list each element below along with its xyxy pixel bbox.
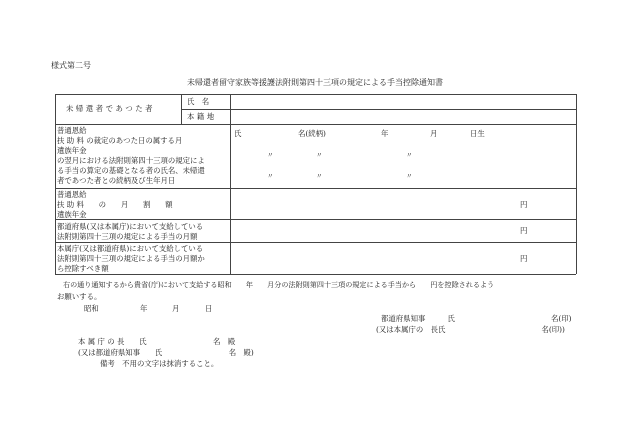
row4-line: 本属庁(又は都道府県)において支給している — [57, 244, 204, 253]
table-divider — [55, 124, 576, 125]
table-border-top — [55, 94, 576, 95]
row2-line: 遺族年金 — [57, 210, 87, 219]
row1-line: 者であつた者との続柄及び生年月日 — [57, 176, 176, 185]
governor-signature-line: 都道府県知事 氏 名(印) — [381, 314, 572, 323]
ditto-mark: 〃 — [316, 172, 323, 180]
date-year: 年 — [140, 304, 148, 313]
ditto-mark: 〃 — [267, 151, 274, 159]
row1-line: 普通恩給 — [57, 126, 87, 135]
yen-unit: 円 — [520, 226, 528, 235]
yen-unit: 円 — [520, 254, 528, 263]
row4-line: ら控除すべき額 — [57, 264, 109, 273]
row1-line: 遺族年金 — [57, 146, 87, 155]
date-day: 日 — [205, 304, 213, 313]
row1-line: 扶 助 料 の裁定のあつた日の属する月 — [57, 136, 183, 145]
notice-text-cont: お願いする。 — [57, 292, 102, 301]
row3-line: 法附則第四十三項の規定による手当の月額 — [57, 232, 198, 241]
form-number: 様式第二号 — [51, 61, 91, 70]
governor-alt-signature-line: (又は本属庁の 長氏 名(印)) — [376, 325, 565, 334]
col-year: 年 — [381, 129, 389, 138]
ditto-mark: 〃 — [406, 172, 413, 180]
date-month: 月 — [172, 304, 180, 313]
col-name: 氏 — [234, 129, 242, 138]
addressee-line: 本 属 庁 の 長 氏 名 殿 — [78, 337, 236, 346]
name-label: 氏 名 — [187, 97, 210, 106]
row2-line: 扶 助 料 の 月 割 額 — [57, 200, 173, 209]
table-border-left — [55, 94, 56, 274]
row1-line: の翌月における法附則第四十三項の規定によ — [57, 156, 205, 165]
ditto-mark: 〃 — [406, 151, 413, 159]
col-month: 月 — [430, 129, 438, 138]
table-divider — [181, 94, 182, 124]
ditto-mark: 〃 — [316, 151, 323, 159]
col-day: 日生 — [470, 129, 485, 138]
addressee-alt-line: (又は都道府県知事 氏 名 殿) — [78, 348, 254, 357]
table-divider — [230, 94, 231, 274]
ditto-mark: 〃 — [267, 172, 274, 180]
table-divider — [55, 242, 576, 243]
row2-line: 普通恩給 — [57, 190, 87, 199]
row1-line: る手当の算定の基礎となる者の氏名、未帰還 — [57, 166, 205, 175]
document-title: 未帰還者留守家族等援護法附則第四十三項の規定による手当控除通知書 — [187, 78, 443, 87]
row3-line: 都道府県(又は本属庁)において支給している — [57, 222, 204, 231]
row4-line: 法附則第四十三項の規定による手当の月額か — [57, 254, 205, 263]
date-era: 昭和 — [84, 304, 99, 313]
table-divider — [55, 219, 576, 220]
col-relation: 名(続柄) — [298, 129, 326, 138]
domicile-label: 本籍地 — [187, 112, 217, 121]
table-border-right — [576, 94, 577, 274]
yen-unit: 円 — [520, 200, 528, 209]
table-divider — [55, 188, 576, 189]
returnee-header-label: 未帰還者であつた者 — [66, 104, 156, 113]
notice-text: 右の通り通知するから貴省(庁)において支給する昭和 年 月分の法附則第四十三項の規定による手当から 円を控除されるよう — [63, 280, 495, 289]
table-divider — [181, 109, 576, 110]
remark-note: 備考 不用の文字は抹消すること。 — [100, 359, 219, 368]
table-border-bottom — [55, 274, 576, 275]
